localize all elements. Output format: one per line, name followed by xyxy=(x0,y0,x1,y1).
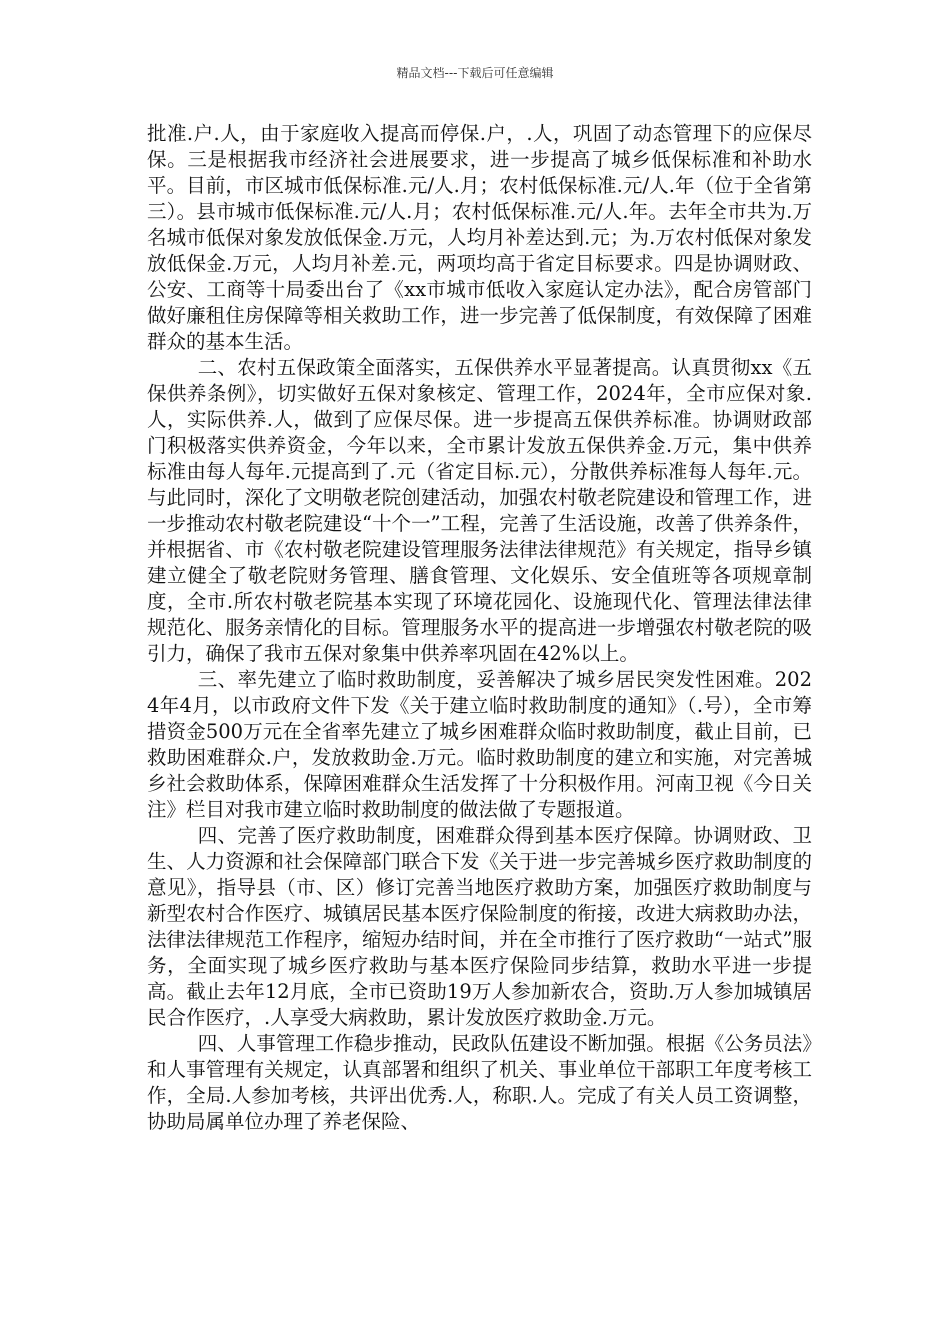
page-header: 精品文档---下载后可任意编辑 xyxy=(396,66,554,80)
paragraph-continuation: 批准.户.人，由于家庭收入提高而停保.户，.人，巩固了动态管理下的应保尽保。三是根据我市经济社会进展要求，进一步提高了城乡低保标准和补助水平。目前，市区城市低保标准.元/人.月；农村低保标准.元/人.年（位于全省第三）。县市城市低保标准.元/人.月；农村低保标准.元/人.年。去年全市共为.万名城市低保对象发放低保金.万元，人均月补差达到.元；为.万农村低保对象发放低保金.万元，人均月补差.元，两项均高于省定目标要求。四是协调财政、公安、工商等十局委出台了《xx市城市低收入家庭认定办法》，配合房管部门做好廉租住房保障等相关救助工作，进一步完善了低保制度，有效保障了困难群众的基本生活。 xyxy=(147,122,812,353)
paragraph-medical-relief: 四、完善了医疗救助制度，困难群众得到基本医疗保障。协调财政、卫生、人力资源和社会保障部门联合下发《关于进一步完善城乡医疗救助制度的意见》，指导县（市、区）修订完善当地医疗救助方案，加强医疗救助制度与新型农村合作医疗、城镇居民基本医疗保险制度的衔接，改进大病救助办法，法律法律规范工作程序，缩短办结时间，并在全市推行了医疗救助“一站式”服务，全面实现了城乡医疗救助与基本医疗保险同步结算，救助水平进一步提高。截止去年12月底，全市已资助19万人参加新农合，资助.万人参加城镇居民合作医疗，.人享受大病救助，累计发放医疗救助金.万元。 xyxy=(147,824,812,1029)
document-body xyxy=(147,121,812,1135)
paragraph-temporary-relief: 三、率先建立了临时救助制度，妥善解决了城乡居民突发性困难。2024年4月，以市政府文件下发《关于建立临时救助制度的通知》（.号），全市筹措资金500万元在全省率先建立了城乡困难群众临时救助制度，截止目前，已救助困难群众.户，发放救助金.万元。临时救助制度的建立和实施，对完善城乡社会救助体系，保障困难群众生活发挥了十分积极作用。河南卫视《今日关注》栏目对我市建立临时救助制度的做法做了专题报道。 xyxy=(147,668,812,821)
paragraph-personnel-management: 四、人事管理工作稳步推动，民政队伍建设不断加强。根据《公务员法》和人事管理有关规定，认真部署和组织了机关、事业单位干部职工年度考核工作，全局.人参加考核，共评出优秀.人，称职.人。完成了有关人员工资调整，协助局属单位办理了养老保险、 xyxy=(147,1032,812,1133)
paragraph-rural-five-guarantees: 二、农村五保政策全面落实，五保供养水平显著提高。认真贯彻xx《五保供养条例》，切实做好五保对象核定、管理工作，2024年，全市应保对象.人，实际供养.人，做到了应保尽保。进一步提高五保供养标准。协调财政部门积极落实供养资金，今年以来，全市累计发放五保供养金.万元，集中供养标准由每人每年.元提高到了.元（省定目标.元），分散供养标准每人每年.元。与此同时，深化了文明敬老院创建活动，加强农村敬老院建设和管理工作，进一步推动农村敬老院建设“十个一”工程，完善了生活设施，改善了供养条件，并根据省、市《农村敬老院建设管理服务法律法律规范》有关规定，指导乡镇建立健全了敬老院财务管理、膳食管理、文化娱乐、安全值班等各项规章制度，全市.所农村敬老院基本实现了环境花园化、设施现代化、管理法律法律规范化、服务亲情化的目标。管理服务水平的提高进一步增强农村敬老院的吸引力，确保了我市五保对象集中供养率巩固在42%以上。 xyxy=(147,356,812,665)
